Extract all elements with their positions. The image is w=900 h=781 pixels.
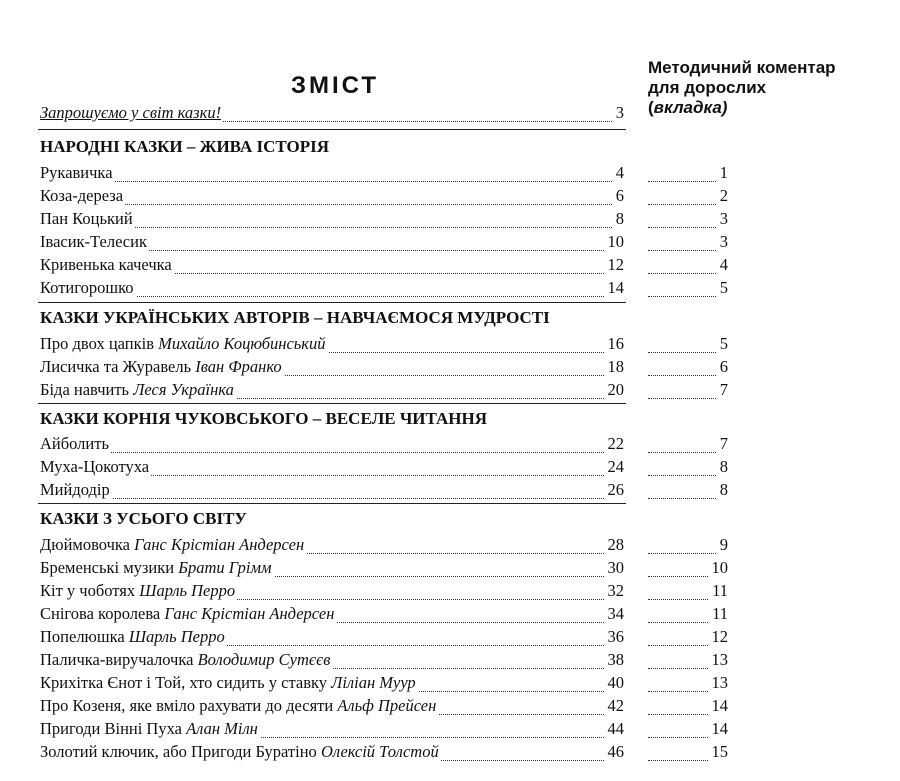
toc-row-author: Шарль Перро (139, 581, 236, 600)
toc-row[interactable] (40, 454, 624, 476)
toc-row[interactable] (40, 431, 624, 453)
toc-row[interactable] (40, 206, 624, 228)
toc-row-page: 26 (605, 479, 625, 501)
toc-row-title: Бременські музики (40, 558, 175, 577)
toc-row[interactable] (40, 229, 624, 251)
toc-row-title: Мийдодір (40, 480, 110, 499)
toc-row-author: Шарль Перро (128, 627, 225, 646)
comment-page: 3 (648, 229, 728, 251)
toc-row-author: Олексій Толстой (320, 742, 439, 761)
toc-row[interactable] (40, 555, 624, 577)
comment-page: 4 (648, 252, 728, 274)
toc-row-title: Про Козеня, яке вміло рахувати до десяти (40, 696, 334, 715)
toc-row-title: Снігова королева (40, 604, 161, 623)
toc-row-title: Біда навчить (40, 380, 130, 399)
toc-row[interactable] (40, 647, 624, 669)
toc-row-page: 32 (605, 580, 625, 602)
toc-row[interactable] (40, 739, 624, 761)
toc-row-page: 18 (605, 356, 625, 378)
toc-row-page: 22 (605, 433, 625, 455)
toc-row[interactable] (40, 693, 624, 715)
toc-row[interactable] (40, 670, 624, 692)
aside-line-3: (вкладка) (648, 98, 728, 117)
section-heading-world: КАЗКИ З УСЬОГО СВІТУ (40, 509, 247, 528)
comment-page: 7 (648, 431, 728, 453)
toc-row[interactable] (40, 183, 624, 205)
toc-row-author: Михайло Коцюбинський (158, 334, 326, 353)
toc-row[interactable] (40, 252, 624, 274)
section-divider (38, 503, 626, 504)
toc-row-title: Котигорошко (40, 278, 134, 297)
toc-row-title: Айболить (40, 434, 109, 453)
comment-page: 2 (648, 183, 728, 205)
comment-page: 13 (648, 647, 728, 669)
comment-page: 1 (648, 160, 728, 182)
toc-row[interactable] (40, 275, 624, 297)
toc-row-author: Ганс Крістіан Андерсен (134, 535, 305, 554)
toc-row-title: Івасик-Телесик (40, 232, 147, 251)
toc-row-title: Коза-дереза (40, 186, 124, 205)
toc-row[interactable] (40, 716, 624, 738)
comment-page: 13 (648, 670, 728, 692)
toc-row-page: 20 (605, 379, 625, 401)
toc-row-page: 38 (605, 649, 625, 671)
toc-row-title: Рукавичка (40, 163, 113, 182)
toc-row-author: Володимир Сутєєв (197, 650, 331, 669)
comment-page: 8 (648, 477, 728, 499)
page-title: ЗМІСТ (290, 72, 380, 99)
comment-page: 3 (648, 206, 728, 228)
aside-line-1: Методичний коментар (648, 58, 836, 77)
comment-page: 14 (648, 693, 728, 715)
toc-row-page: 8 (613, 208, 624, 230)
toc-intro-title: Запрошуємо у світ казки! (40, 103, 222, 122)
toc-row-title: Пан Коцький (40, 209, 133, 228)
toc-row-author: Іван Франко (195, 357, 282, 376)
toc-row[interactable] (40, 624, 624, 646)
toc-row-title: Муха-Цокотуха (40, 457, 150, 476)
comment-page: 6 (648, 354, 728, 376)
comment-page: 14 (648, 716, 728, 738)
comment-page: 5 (648, 331, 728, 353)
section-divider (38, 403, 626, 404)
toc-row-title: Дюймовочка (40, 535, 130, 554)
toc-row-page: 16 (605, 333, 625, 355)
toc-row-title: Кривенька качечка (40, 255, 172, 274)
toc-row[interactable] (40, 601, 624, 623)
toc-row-page: 6 (613, 185, 624, 207)
toc-row-title: Лисичка та Журавель (40, 357, 192, 376)
toc-row-page: 4 (613, 162, 624, 184)
toc-row-author: Ганс Крістіан Андерсен (164, 604, 335, 623)
toc-row[interactable] (40, 331, 624, 353)
toc-row-title: Про двох цапків (40, 334, 154, 353)
toc-row-page: 46 (605, 741, 625, 763)
section-heading-folk: НАРОДНІ КАЗКИ – ЖИВА ІСТОРІЯ (40, 137, 329, 156)
methodical-commentary-heading (648, 58, 893, 118)
toc-row-author: Альф Прейсен (337, 696, 437, 715)
toc-row-title: Пригоди Вінні Пуха (40, 719, 182, 738)
aside-line-2: для дорослих (648, 78, 767, 97)
comment-page: 15 (648, 739, 728, 761)
toc-row-page: 24 (605, 456, 625, 478)
toc-row-author: Алан Мілн (186, 719, 258, 738)
toc-row-page: 42 (605, 695, 625, 717)
toc-intro-page: 3 (613, 102, 624, 124)
toc-row[interactable] (40, 477, 624, 499)
section-heading-chukovsky: КАЗКИ КОРНІЯ ЧУКОВСЬКОГО – ВЕСЕЛЕ ЧИТАННЯ (40, 409, 488, 428)
toc-row-page: 14 (605, 277, 625, 299)
comment-page: 5 (648, 275, 728, 297)
toc-row[interactable] (40, 354, 624, 376)
toc-row-title: Кіт у чоботях (40, 581, 136, 600)
toc-row-author: Ліліан Муур (331, 673, 416, 692)
toc-row[interactable] (40, 532, 624, 554)
comment-page: 11 (648, 578, 728, 600)
toc-row-page: 28 (605, 534, 625, 556)
aside-insert-label: вкладка) (653, 98, 728, 117)
toc-row-page: 44 (605, 718, 625, 740)
toc-row-title: Попелюшка (40, 627, 125, 646)
toc-row-author: Леся Українка (133, 380, 234, 399)
toc-row-page: 30 (605, 557, 625, 579)
comment-page: 12 (648, 624, 728, 646)
toc-row[interactable] (40, 578, 624, 600)
toc-row[interactable] (40, 160, 624, 182)
toc-row-title: Золотий ключик, або Пригоди Буратіно (40, 742, 317, 761)
comment-page: 11 (648, 601, 728, 623)
toc-row-title: Паличка-виручалочка (40, 650, 194, 669)
toc-row-title: Крихітка Єнот і Той, хто сидить у ставку (40, 673, 328, 692)
toc-row-page: 40 (605, 672, 625, 694)
comment-page: 9 (648, 532, 728, 554)
toc-row-author: Брати Грімм (178, 558, 272, 577)
section-divider (38, 129, 626, 130)
toc-row-page: 34 (605, 603, 625, 625)
toc-row[interactable] (40, 377, 624, 399)
section-divider (38, 302, 626, 303)
toc-row-page: 12 (605, 254, 625, 276)
toc-row-page: 36 (605, 626, 625, 648)
comment-page: 8 (648, 454, 728, 476)
section-heading-ukrainian-authors: КАЗКИ УКРАЇНСЬКИХ АВТОРІВ – НАВЧАЄМОСЯ МУДРОСТІ (40, 308, 550, 327)
comment-page: 7 (648, 377, 728, 399)
toc-intro-row[interactable] (40, 100, 624, 122)
toc-row-page: 10 (605, 231, 625, 253)
comment-page: 10 (648, 555, 728, 577)
